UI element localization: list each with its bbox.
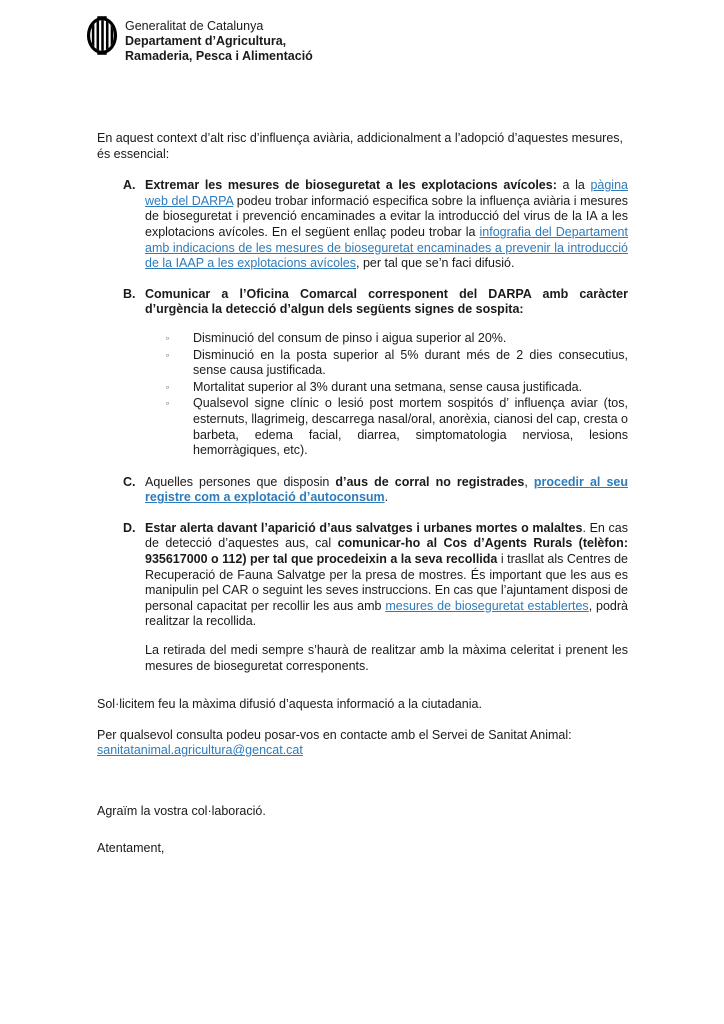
text-run: , per tal que se’n faci difusió.: [356, 256, 515, 271]
text-run: .: [384, 490, 389, 505]
biosecurity-infographic-link[interactable]: infografia del Departament amb indicacions de les mesures de bioseguretat encaminades a prevenir la introducció de la IAAP a les explotacions avícoles: [145, 224, 628, 271]
autoconsum-registration-link[interactable]: procedir al seu registre com a explotació d’autoconsum: [145, 474, 628, 505]
text-run: podeu trobar informació especifica sobre la influença aviària i mesures de bioseguretat i prevenció encaminades a evitar la introducció del virus de la IA a les explotacions avícoles. En el següent enllaç podeu trobar la: [145, 193, 628, 239]
text-run: a la: [556, 178, 591, 193]
list-marker-d: D.: [123, 520, 136, 535]
bullet-text: Disminució en la posta superior al 5% durant més de 2 dies consecutius, sense causa justificada.: [193, 347, 628, 378]
square-bullet-icon: ▫: [166, 332, 170, 343]
generalitat-catalunya-shield-icon: [86, 16, 118, 60]
org-name: Generalitat de Catalunya: [125, 19, 264, 33]
intro-paragraph: En aquest context d’alt risc d’influença aviària, addicionalment a l’adopció d’aquestes mesures, és essencial:: [97, 131, 623, 161]
list-item-a-text: [145, 178, 628, 272]
department-name-line2: Ramaderia, Pesca i Alimentació: [125, 48, 313, 63]
list-item-d-text: [145, 521, 628, 630]
text-run: Comunicar a l’Oficina Comarcal corresponent del DARPA amb caràcter d’urgència la detecció d’algun dels següents signes de sospita:: [145, 286, 628, 317]
list-item-c: [97, 475, 628, 506]
diffusion-request: Sol·licitem feu la màxima difusió d’aquesta informació a la ciutadania.: [97, 697, 482, 712]
letterhead: [86, 16, 313, 63]
letter-body: [97, 131, 628, 856]
list-item: [145, 380, 628, 396]
thanks-line: Agraïm la vostra col·laboració.: [97, 804, 266, 818]
darpa-website-link[interactable]: pàgina web del DARPA: [145, 178, 628, 208]
list-marker-a: A.: [123, 178, 136, 193]
bullet-text: Disminució del consum de pinso i aigua superior al 20%.: [193, 330, 507, 345]
contact-paragraph: Per qualsevol consulta podeu posar-vos en contacte amb el Servei de Sanitat Animal:: [97, 727, 572, 742]
list-item-d: [97, 521, 628, 674]
signoff-line: Atentament,: [97, 840, 165, 855]
bullet-text: Qualsevol signe clínic o lesió post mortem sospitós d’ influença aviar (tos, esternuts, llagrimeig, descarrega nasal/oral, anorèxia, cianosi del cap, cresta o barbeta, edema facial, diarrea, simptomatologia nerviosa, lesions hemorràgiques, etc).: [193, 396, 628, 458]
list-item: [145, 331, 628, 347]
list-item-b: [97, 287, 628, 460]
bullet-text: Mortalitat superior al 3% durant una setmana, sense causa justificada.: [193, 379, 583, 394]
list-marker-c: C.: [123, 474, 136, 489]
square-bullet-icon: ▫: [166, 349, 170, 360]
text-run: Estar alerta davant l’aparició d’aus salvatges i urbanes mortes o malaltes: [145, 520, 583, 535]
text-run: Aquelles persones que disposin: [145, 474, 336, 489]
list-item-d-paragraph2: La retirada del medi sempre s’haurà de realitzar amb la màxima celeritat i prenent les mesures de bioseguretat corresponents.: [145, 643, 628, 673]
text-run: . En cas de detecció d’aquestes aus, cal: [145, 520, 628, 551]
department-name-line1: Departament d’Agricultura,: [125, 33, 287, 48]
square-bullet-icon: ▫: [166, 381, 170, 392]
list-marker-b: B.: [123, 286, 136, 301]
list-item-a: [97, 178, 628, 272]
list-item: [145, 396, 628, 458]
text-run: i trasllat als Centres de Recuperació de Fauna Salvatge per la presa de mostres. És important que les aus es manipulin pel CAR o seguint les seves instruccions. En cas que l’ajuntament disposi de personal capacitat per recollir les aus amb: [145, 552, 629, 613]
list-item-b-text: [145, 287, 628, 318]
text-run: comunicar-ho al Cos d’Agents Rurals (telèfon: 935617000 o 112) per tal que procedeixin a la seva recollida: [145, 536, 628, 567]
list-item-c-text: [145, 475, 628, 506]
text-run: Extremar les mesures de bioseguretat a les explotacions avícoles:: [145, 178, 557, 193]
biosecurity-measures-link[interactable]: mesures de bioseguretat establertes: [385, 598, 589, 613]
list-item: [145, 348, 628, 379]
square-bullet-icon: ▫: [166, 398, 170, 409]
text-run: , podrà realitzar la recollida.: [145, 598, 628, 629]
suspicion-signs-list: [145, 331, 628, 459]
text-run: ,: [524, 474, 534, 489]
lettered-list: [97, 178, 628, 674]
text-run: d’aus de corral no registrades: [335, 474, 525, 489]
sanitat-animal-email-link[interactable]: sanitatanimal.agricultura@gencat.cat: [97, 743, 303, 758]
